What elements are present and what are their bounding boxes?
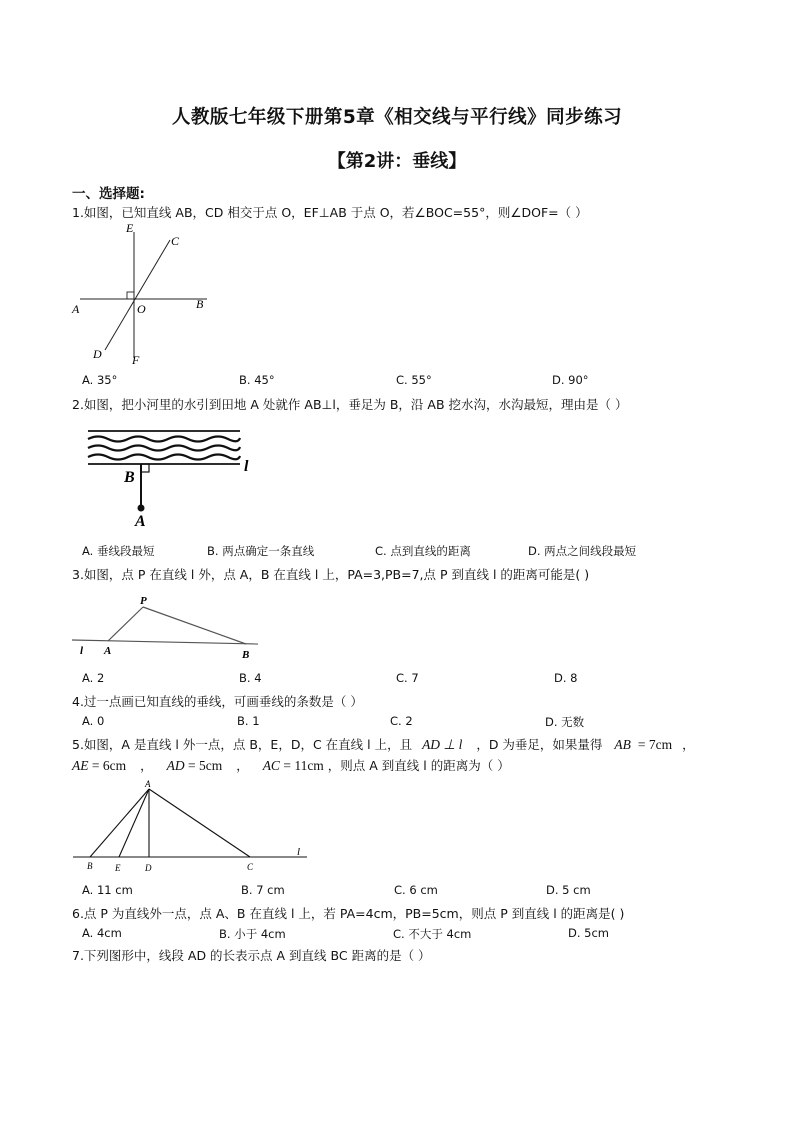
- label-e: E: [126, 221, 134, 235]
- right-angle-mark: [141, 464, 149, 472]
- label-a: A: [145, 779, 151, 789]
- q6-option-a[interactable]: A. 4cm: [82, 926, 122, 940]
- segment-ae: [119, 789, 149, 857]
- label-c: C: [171, 234, 180, 248]
- label-b: B: [124, 469, 135, 486]
- segment-ab: [90, 789, 149, 857]
- label-o: O: [137, 302, 146, 316]
- page-title: 人教版七年级下册第5章《相交线与平行线》同步练习: [171, 107, 623, 128]
- label-l: l: [80, 645, 84, 657]
- label-d: D: [93, 347, 102, 361]
- q4-option-a[interactable]: A. 0: [82, 714, 105, 728]
- point-a: [138, 505, 145, 512]
- q3-option-b[interactable]: B. 4: [239, 671, 262, 685]
- label-b: B: [196, 297, 204, 311]
- segment-pb: [143, 607, 246, 644]
- label-p: P: [140, 595, 147, 607]
- question-3-text: 3.如图，点 P 在直线 l 外，点 A，B 在直线 l 上，PA=3,PB=7,点 P 到直线 l 的距离可能是( ): [72, 567, 590, 582]
- label-b: B: [242, 649, 250, 661]
- label-d: D: [145, 863, 152, 873]
- q3-option-c[interactable]: C. 7: [396, 671, 419, 685]
- label-a: A: [104, 645, 112, 657]
- question-2-text: 2.如图，把小河里的水引到田地 A 处就作 AB⊥l，垂足为 B，沿 AB 挖水沟，水沟最短，理由是（ ）: [72, 397, 628, 412]
- question-2-figure: [86, 426, 266, 532]
- question-5-figure: [70, 778, 315, 876]
- question-7-text: 7.下列图形中，线段 AD 的长表示点 A 到直线 BC 距离的是（ ）: [72, 948, 431, 963]
- q3-option-a[interactable]: A. 2: [82, 671, 105, 685]
- question-6-text: 6.点 P 为直线外一点，点 A、B 在直线 l 上，若 PA=4cm，PB=5cm，则点 P 到直线 l 的距离是( ): [72, 906, 625, 921]
- q4-option-c[interactable]: C. 2: [390, 714, 413, 728]
- q6-option-b[interactable]: B. 小于 4cm: [219, 927, 286, 941]
- q2-option-d[interactable]: D. 两点之间线段最短: [528, 544, 637, 558]
- question-5-line-1: 5.如图，A 是直线 l 外一点，点 B，E，D，C 在直线 l 上，且 AD ⊥ l ，D 为垂足，如果量得 AB = 7cm ，: [72, 737, 695, 752]
- label-l: l: [244, 458, 249, 475]
- q1-option-b[interactable]: B. 45°: [239, 373, 275, 387]
- label-e: E: [115, 863, 121, 873]
- label-a: A: [72, 302, 80, 316]
- label-f: F: [132, 353, 140, 367]
- line-cd: [105, 240, 170, 350]
- label-c: C: [247, 862, 254, 872]
- q6-option-c[interactable]: C. 不大于 4cm: [393, 927, 472, 941]
- question-4-text: 4.过一点画已知直线的垂线，可画垂线的条数是（ ）: [72, 694, 363, 709]
- segment-ac: [149, 789, 250, 857]
- segment-pa: [108, 607, 143, 641]
- q1-option-d[interactable]: D. 90°: [552, 373, 589, 387]
- question-5-line-2: AE = 6cm ， AD = 5cm ， AC = 11cm ，则点 A 到直线 l 的距离为（ ）: [72, 758, 510, 773]
- q4-option-d[interactable]: D. 无数: [545, 715, 585, 729]
- label-b: B: [87, 861, 93, 871]
- section-heading: 一、选择题:: [72, 186, 145, 202]
- q1-option-c[interactable]: C. 55°: [396, 373, 432, 387]
- q5-option-b[interactable]: B. 7 cm: [241, 883, 285, 897]
- question-1-text: 1.如图，已知直线 AB，CD 相交于点 O，EF⊥AB 于点 O，若∠BOC=55°，则∠DOF=（ ）: [72, 205, 588, 220]
- q5-option-c[interactable]: C. 6 cm: [394, 883, 438, 897]
- question-1-figure: [70, 220, 220, 370]
- label-l: l: [297, 846, 301, 858]
- right-angle-mark: [127, 292, 134, 299]
- q3-option-d[interactable]: D. 8: [554, 671, 578, 685]
- question-3-figure: [70, 592, 270, 664]
- page-subtitle: 【第2讲：垂线】: [327, 151, 467, 172]
- q4-option-b[interactable]: B. 1: [237, 714, 260, 728]
- q2-option-a[interactable]: A. 垂线段最短: [82, 544, 155, 558]
- q1-option-a[interactable]: A. 35°: [82, 373, 118, 387]
- q5-option-a[interactable]: A. 11 cm: [82, 883, 133, 897]
- q2-option-b[interactable]: B. 两点确定一条直线: [207, 544, 315, 558]
- q6-option-d[interactable]: D. 5cm: [568, 926, 610, 940]
- q5-option-d[interactable]: D. 5 cm: [546, 883, 591, 897]
- q2-option-c[interactable]: C. 点到直线的距离: [375, 544, 471, 558]
- label-a: A: [135, 513, 146, 530]
- line-l: [72, 640, 258, 644]
